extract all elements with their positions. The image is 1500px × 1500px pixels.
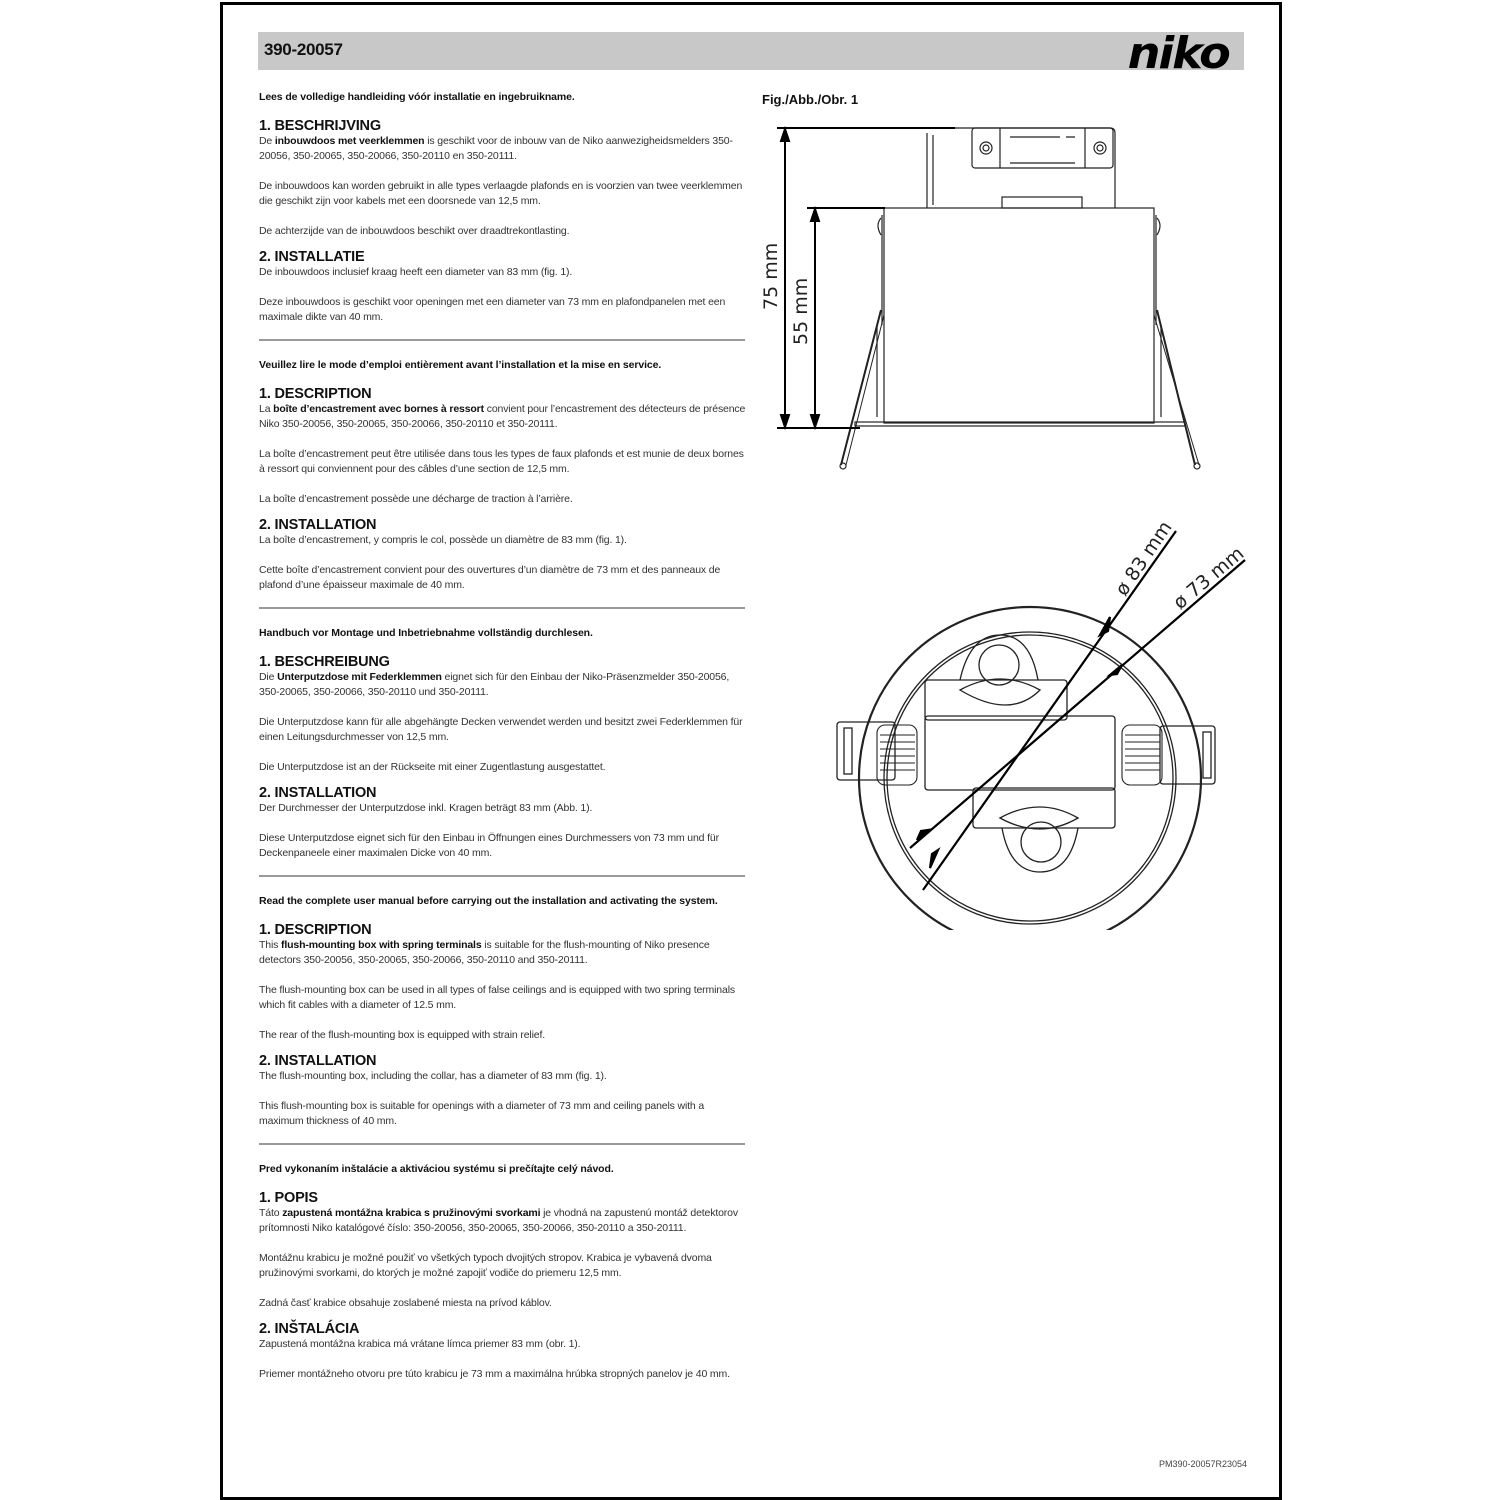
section-french bbox=[259, 358, 749, 593]
figure-label: Fig./Abb./Obr. 1 bbox=[762, 92, 859, 107]
strain-relief-paragraph: Zadná časť krabice obsahuje zoslabené miesta na prívod káblov. bbox=[259, 1297, 552, 1309]
intro-note: Pred vykonaním inštalácie a aktiváciou systému si prečítajte celý návod. bbox=[259, 1163, 614, 1175]
strain-relief-paragraph: Die Unterputzdose ist an der Rückseite mit einer Zugentlastung ausgestattet. bbox=[259, 761, 606, 773]
product-name: inbouwdoos met veerklemmen bbox=[274, 135, 425, 147]
section-divider bbox=[259, 607, 745, 609]
strain-relief-paragraph: La boîte d’encastrement possède une décharge de traction à l’arrière. bbox=[259, 493, 573, 505]
description-paragraph: De inbouwdoos met veerklemmen is geschikt voor de inbouw van de Niko aanwezigheidsmelders 350-20056, 350-20065, 350-20066, 350-20110 en 350-20111. bbox=[259, 135, 733, 162]
opening-paragraph: This flush-mounting box is suitable for openings with a diameter of 73 mm and ceiling panels with a maximum thickness of 40 mm. bbox=[259, 1100, 705, 1127]
usage-paragraph: La boîte d’encastrement peut être utilisée dans tous les types de faux plafonds et est munie de deux bornes à ressort qui conviennent pour des câbles d’une section de 12,5 mm. bbox=[259, 448, 744, 475]
product-name: flush-mounting box with spring terminals bbox=[281, 939, 482, 951]
section-english bbox=[259, 894, 749, 1129]
description-paragraph: This flush-mounting box with spring terminals is suitable for the flush-mounting of Niko presence detectors 350-20056, 350-20065, 350-20066, 350-20110 and 350-20111. bbox=[259, 939, 710, 966]
product-name: zapustená montážna krabica s pružinovými svorkami bbox=[282, 1207, 541, 1219]
section-slovak bbox=[259, 1162, 749, 1382]
heading-installation: 2. INSTALLATION bbox=[259, 1053, 377, 1069]
diameter-paragraph: Zapustená montážna krabica má vrátane límca priemer 83 mm (obr. 1). bbox=[259, 1338, 581, 1350]
heading-description: 1. BESCHRIJVING bbox=[259, 118, 381, 134]
heading-description: 1. BESCHREIBUNG bbox=[259, 654, 390, 670]
usage-paragraph: Die Unterputzdose kann für alle abgehängte Decken verwendet werden und besitzt zwei Federklemmen für einen Leitungsdurchmesser von 12,5 mm. bbox=[259, 716, 743, 743]
side-view-drawing bbox=[755, 115, 1225, 485]
opening-paragraph: Cette boîte d’encastrement convient pour des ouvertures d’un diamètre de 73 mm et des panneaux de plafond d’une épaisseur maximale de 40 mm. bbox=[259, 564, 721, 591]
opening-paragraph: Diese Unterputzdose eignet sich für den Einbau in Öffnungen eines Durchmessers von 73 mm und für Deckenpaneele einer maximalen Dicke von 40 mm. bbox=[259, 832, 719, 859]
intro-note: Read the complete user manual before carrying out the installation and activating the system. bbox=[259, 895, 718, 907]
intro-note: Lees de volledige handleiding vóór installatie en ingebruikname. bbox=[259, 91, 575, 103]
top-view-drawing bbox=[820, 510, 1260, 930]
usage-paragraph: The flush-mounting box can be used in all types of false ceilings and is equipped with two spring terminals which fit cables with a diameter of 12.5 mm. bbox=[259, 984, 735, 1011]
header-bar bbox=[258, 32, 1244, 70]
heading-description: 1. POPIS bbox=[259, 1190, 318, 1206]
heading-installation: 2. INSTALLATIE bbox=[259, 249, 365, 265]
strain-relief-paragraph: The rear of the flush-mounting box is equipped with strain relief. bbox=[259, 1029, 546, 1041]
section-divider bbox=[259, 339, 745, 341]
document-code: PM390-20057R23054 bbox=[1159, 1459, 1248, 1469]
diameter-paragraph: Der Durchmesser der Unterputzdose inkl. Kragen beträgt 83 mm (Abb. 1). bbox=[259, 802, 593, 814]
section-dutch bbox=[259, 90, 749, 325]
section-german bbox=[259, 626, 749, 861]
strain-relief-paragraph: De achterzijde van de inbouwdoos beschikt over draadtrekontlasting. bbox=[259, 225, 570, 237]
diameter-paragraph: The flush-mounting box, including the collar, has a diameter of 83 mm (fig. 1). bbox=[259, 1070, 607, 1082]
diameter-73mm-label: ø 73 mm bbox=[1169, 542, 1249, 614]
description-paragraph: La boîte d’encastrement avec bornes à ressort convient pour l’encastrement des détecteurs de présence Niko 350-20056, 350-20065, 350-20066, 350-20110 et 350-20111. bbox=[259, 403, 746, 430]
intro-note: Handbuch vor Montage und Inbetriebnahme vollständig durchlesen. bbox=[259, 627, 593, 639]
section-divider bbox=[259, 875, 745, 877]
heading-description: 1. DESCRIPTION bbox=[259, 386, 372, 402]
text-column bbox=[259, 90, 749, 1382]
intro-note: Veuillez lire le mode d’emploi entièrement avant l’installation et la mise en service. bbox=[259, 359, 662, 371]
product-name: Unterputzdose mit Federklemmen bbox=[277, 671, 442, 683]
dimension-75mm: 75 mm bbox=[760, 242, 782, 310]
product-name: boîte d’encastrement avec bornes à ressort bbox=[273, 403, 484, 415]
document-number: 390-20057 bbox=[264, 40, 343, 59]
heading-installation: 2. INŠTALÁCIA bbox=[259, 1321, 360, 1337]
opening-paragraph: Priemer montážneho otvoru pre túto krabicu je 73 mm a maximálna hrúbka stropných panelov je 40 mm. bbox=[259, 1368, 730, 1380]
section-divider bbox=[259, 1143, 745, 1145]
heading-installation: 2. INSTALLATION bbox=[259, 517, 377, 533]
usage-paragraph: Montážnu krabicu je možné použiť vo všetkých typoch dvojitých stropov. Krabica je vybavená dvoma pružinovými svorkami, do ktorých je možné zapojiť vodiče do priemeru 12,5 mm. bbox=[259, 1252, 712, 1279]
opening-paragraph: Deze inbouwdoos is geschikt voor openingen met een diameter van 73 mm en plafondpanelen met een maximale dikte van 40 mm. bbox=[259, 296, 726, 323]
usage-paragraph: De inbouwdoos kan worden gebruikt in alle types verlaagde plafonds en is voorzien van twee veerklemmen die geschikt zijn voor kabels met een doorsnede van 12,5 mm. bbox=[259, 180, 743, 207]
diameter-paragraph: La boîte d’encastrement, y compris le col, possède un diamètre de 83 mm (fig. 1). bbox=[259, 534, 627, 546]
niko-logo: niko bbox=[1127, 28, 1229, 79]
diameter-paragraph: De inbouwdoos inclusief kraag heeft een diameter van 83 mm (fig. 1). bbox=[259, 266, 573, 278]
heading-description: 1. DESCRIPTION bbox=[259, 922, 372, 938]
diameter-83mm-label: ø 83 mm bbox=[1110, 517, 1177, 600]
heading-installation: 2. INSTALLATION bbox=[259, 785, 377, 801]
dimension-55mm: 55 mm bbox=[790, 277, 812, 345]
description-paragraph: Die Unterputzdose mit Federklemmen eignet sich für den Einbau der Niko-Präsenzmelder 350-20056, 350-20065, 350-20066, 350-20110 und 350-20111. bbox=[259, 671, 730, 698]
description-paragraph: Táto zapustená montážna krabica s pružinovými svorkami je vhodná na zapustenú montáž detektorov prítomnosti Niko katalógové číslo: 350-20056, 350-20065, 350-20066, 350-20110 a 350-20111. bbox=[259, 1207, 738, 1234]
